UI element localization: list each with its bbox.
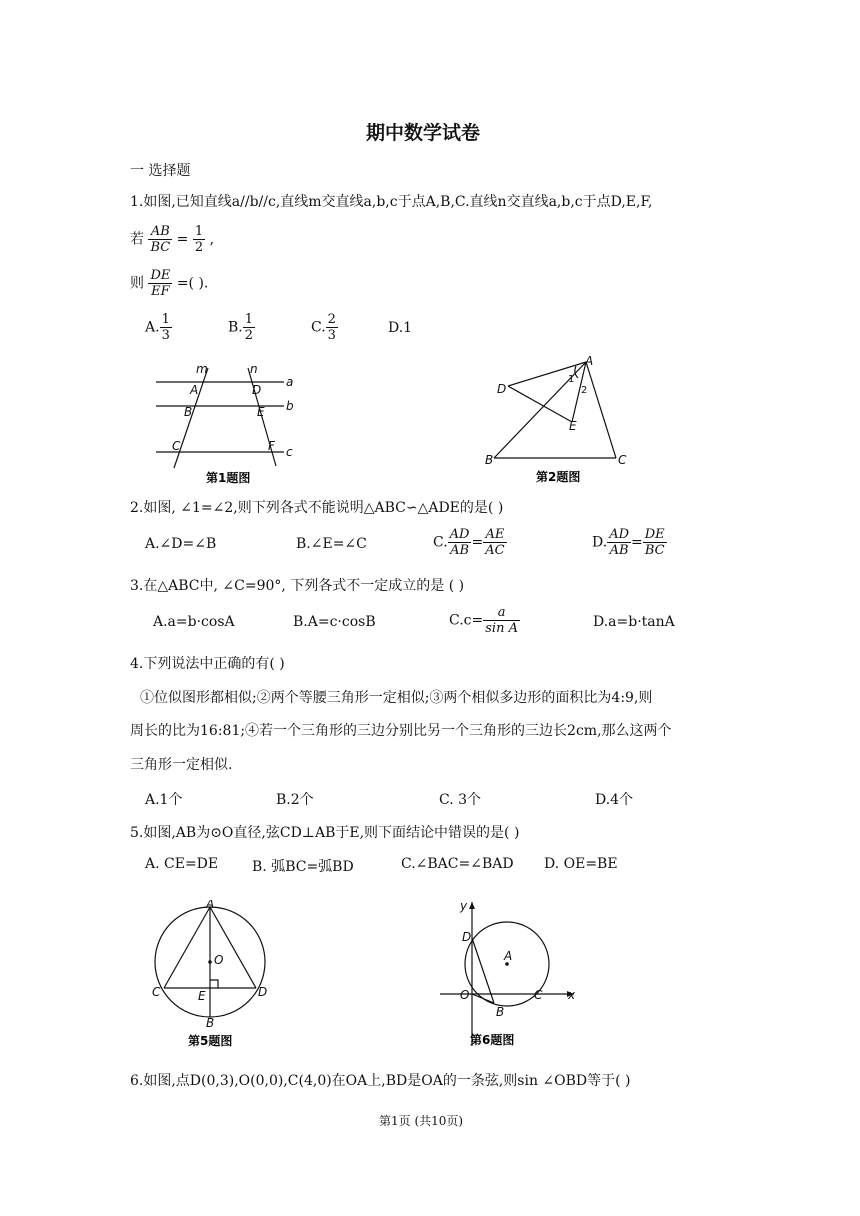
fig6-caption: 第6题图	[470, 1033, 515, 1047]
q3-option-a: A.a=b·cosA	[153, 614, 235, 630]
fig2-label-2: 2	[581, 385, 588, 396]
q6-stem: 6.如图,点D(0,3),O(0,0),C(4,0)在OA上,BD是OA的一条弦,则sin ∠OBD等于( )	[130, 1073, 631, 1089]
fig5-caption: 第5题图	[188, 1034, 233, 1048]
fig5-label-O: O	[214, 953, 224, 967]
q1-cond-prefix: 若	[130, 231, 144, 248]
fig5-label-D: D	[258, 985, 268, 999]
fig1-label-n: n	[250, 362, 258, 376]
q5-option-a: A. CE=DE	[145, 856, 219, 872]
fig1-label-C: C	[172, 439, 181, 453]
fig5-label-C: C	[152, 985, 161, 999]
q4-line-1: ①位似图形都相似;②两个等腰三角形一定相似;③两个相似多边形的面积比为4:9,则	[140, 690, 653, 706]
fig1-caption: 第1题图	[206, 471, 251, 485]
q1-ask	[130, 268, 208, 299]
fig5-label-B: B	[206, 1016, 215, 1030]
fig6-label-A: A	[504, 949, 513, 963]
q5-stem: 5.如图,AB为⊙O直径,弦CD⊥AB于E,则下面结论中错误的是( )	[130, 825, 520, 841]
q3-option-c: C.c= $\frac{a}{\text{sin A}}$	[449, 605, 518, 636]
q1-ratio-value: $\frac{1}{2}$	[194, 224, 204, 255]
q2-option-c: C. $\frac{AD}{AB}$ = $\frac{AE}{AC}$	[433, 527, 505, 558]
fig6-label-O: O	[460, 988, 470, 1002]
q1-ask-prefix: 则	[130, 275, 144, 292]
q2-figure	[482, 356, 642, 486]
q2-option-b: B.∠E=∠C	[296, 536, 367, 552]
fig2-label-B: B	[485, 453, 494, 467]
q1-condition	[130, 224, 214, 255]
q1-ask-suffix: =( ).	[176, 275, 209, 292]
q2-option-d: D. $\frac{AD}{AB}$ = $\frac{DE}{BC}$	[592, 527, 665, 558]
page-footer: 第1页 (共10页)	[379, 1114, 464, 1128]
fig6-label-C: C	[534, 988, 543, 1002]
q6-figure	[438, 896, 588, 1051]
fig1-label-b: b	[286, 399, 294, 413]
fig1-label-a: a	[286, 375, 294, 389]
q4-option-d: D.4个	[595, 792, 634, 808]
q3-option-d: D.a=b·tanA	[593, 614, 675, 630]
fig5-label-A: A	[206, 900, 215, 911]
fig6-label-x: x	[568, 988, 576, 1002]
q4-option-b: B.2个	[276, 792, 314, 808]
fig2-caption: 第2题图	[536, 470, 581, 484]
fig1-label-D: D	[252, 383, 262, 397]
q2-option-a: A.∠D=∠B	[145, 536, 217, 552]
section-heading: 一 选择题	[130, 163, 191, 179]
q5-figure	[148, 900, 278, 1050]
fig1-label-m: m	[196, 362, 208, 376]
q1-cond-suffix: ,	[209, 231, 215, 248]
q4-option-c: C. 3个	[439, 792, 482, 808]
fig6-label-y: y	[460, 899, 468, 913]
q1-ratio-ab-bc: $\frac{AB}{BC}$	[150, 224, 171, 255]
fig5-label-E: E	[198, 989, 206, 1003]
q3-stem: 3.在△ABC中, ∠C=90°, 下列各式不一定成立的是 ( )	[130, 578, 465, 594]
fig2-label-E: E	[569, 419, 577, 433]
q2-stem: 2.如图, ∠1=∠2,则下列各式不能说明△ABC∽△ADE的是( )	[130, 500, 504, 516]
fig1-label-B: B	[184, 405, 193, 419]
fig1-label-F: F	[268, 439, 275, 453]
q4-line-2: 周长的比为16:81;④若一个三角形的三边分别比另一个三角形的三边长2cm,那么这两个	[130, 723, 672, 739]
q1-ratio-de-ef: $\frac{DE}{EF}$	[150, 268, 171, 299]
q1-stem: 1.如图,已知直线a//b//c,直线m交直线a,b,c于点A,B,C.直线n交直线a,b,c于点D,E,F,	[130, 194, 653, 210]
q1-eq: =	[176, 231, 189, 248]
fig2-label-C: C	[618, 453, 627, 467]
q4-option-a: A.1个	[145, 792, 183, 808]
q1-option-d: D.1	[388, 320, 413, 336]
q1-option-c: C. $\frac{2}{3}$	[311, 312, 336, 343]
fig1-label-A: A	[190, 383, 199, 397]
q5-option-d: D. OE=BE	[544, 856, 618, 872]
q3-option-b: B.A=c·cosB	[293, 614, 376, 630]
q4-stem: 4.下列说法中正确的有( )	[130, 656, 285, 672]
q5-option-c: C.∠BAC=∠BAD	[401, 856, 514, 872]
fig2-label-1: 1	[568, 374, 575, 385]
fig2-label-D: D	[497, 382, 507, 396]
fig2-label-A: A	[585, 356, 594, 368]
fig1-label-E: E	[257, 405, 265, 419]
page-title: 期中数学试卷	[366, 122, 481, 144]
fig1-label-c: c	[286, 445, 293, 459]
q5-option-b: B. 弧BC=弧BD	[252, 859, 354, 875]
fig6-label-D: D	[462, 930, 472, 944]
q1-option-b: B. $\frac{1}{2}$	[228, 312, 254, 343]
fig6-label-B: B	[496, 1005, 505, 1019]
q1-figure	[150, 358, 300, 488]
q4-line-3: 三角形一定相似.	[130, 757, 233, 773]
q1-option-a: A. $\frac{1}{3}$	[145, 312, 170, 343]
